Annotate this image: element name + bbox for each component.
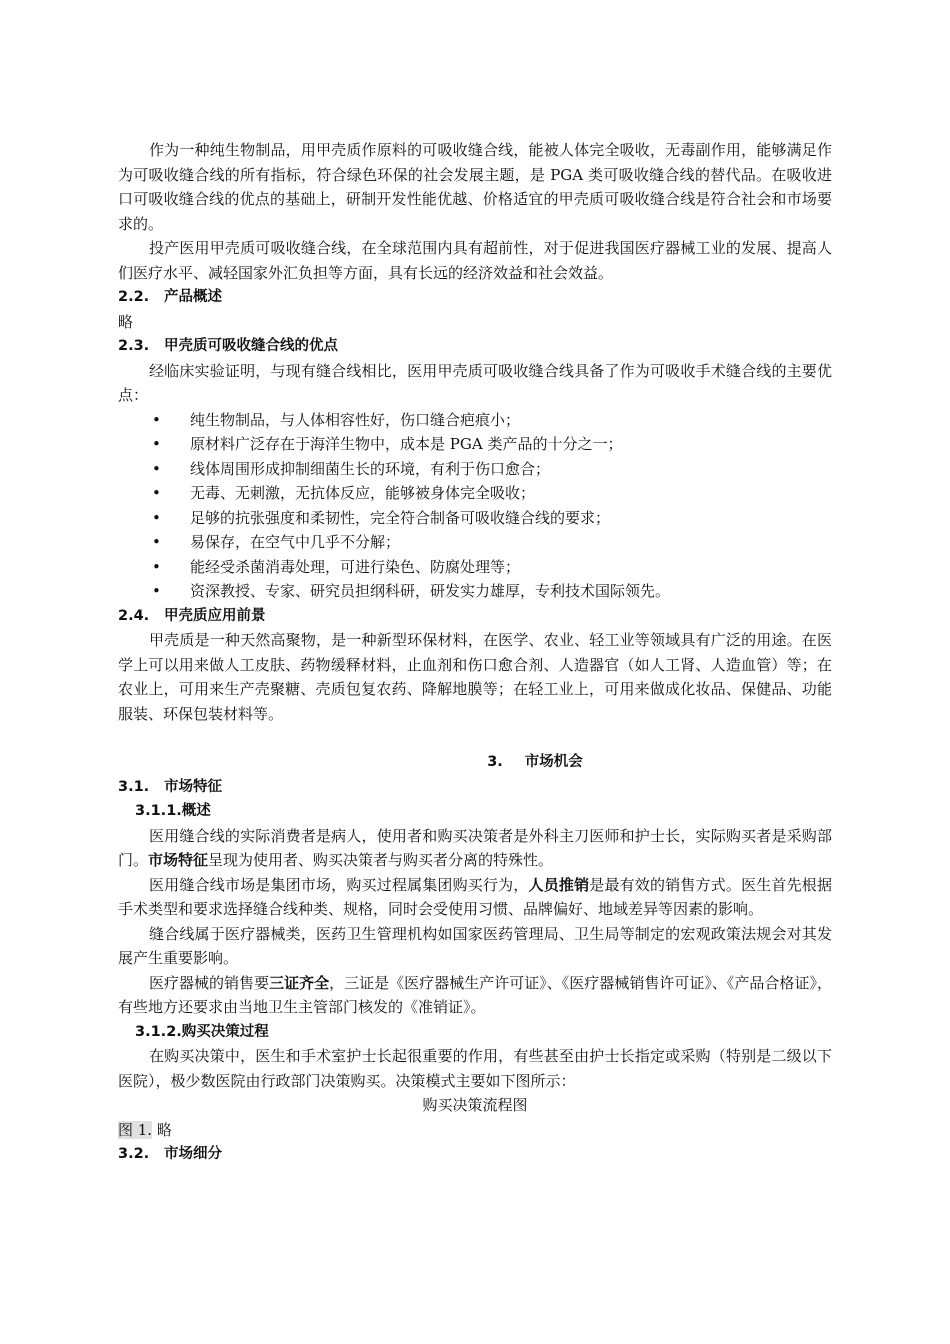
- heading-3: [118, 750, 832, 775]
- bullet-icon: •: [152, 533, 161, 551]
- heading-title: 甲壳质可吸收缝合线的优点: [164, 338, 338, 354]
- list-item: [118, 530, 832, 555]
- figure-label: 图 1.: [118, 1120, 153, 1139]
- intro-paragraph-2: 投产医用甲壳质可吸收缝合线，在全球范围内具有超前性，对于促进我国医疗器械工业的发展、提高人们医疗水平、减轻国家外汇负担等方面，具有长远的经济效益和社会效益。: [118, 239, 832, 282]
- heading-3-2: [118, 1142, 832, 1167]
- section-3-1-1-paragraph-3: 缝合线属于医疗器械类，医药卫生管理机构如国家医药管理局、卫生局等制定的宏观政策法规会对其发展产生重要影响。: [118, 924, 832, 967]
- intro-paragraph-1: 作为一种纯生物制品，用甲壳质作原料的可吸收缝合线，能被人体完全吸收，无毒副作用，能够满足作为可吸收缝合线的所有指标，符合绿色环保的社会发展主题，是 PGA 类可吸收缝合线的替代品。在吸收进口可吸收缝合线的优点的基础上，研制开发性能优越、价格适宜的甲壳质可吸收缝合线是符合社会和市场要求的。: [118, 141, 832, 233]
- list-item-text: 纯生物制品，与人体相容性好，伤口缝合疤痕小；: [190, 410, 521, 429]
- heading-number: 2.2.: [118, 289, 150, 305]
- list-item-text: 资深教授、专家、研究员担纲科研，研发实力雄厚，专利技术国际领先。: [190, 582, 671, 600]
- bullet-icon: •: [152, 582, 161, 600]
- section-3-1-1-paragraph-2: [118, 873, 832, 922]
- figure-body: 略: [152, 1120, 172, 1139]
- heading-title: 甲壳质应用前景: [164, 607, 266, 624]
- list-item-text: 足够的抗张强度和柔韧性，完全符合制备可吸收缝合线的要求；: [190, 508, 611, 527]
- text-run: 是最有效的销售方式。医生首先根据手术类型和要求选择缝合线种类、规格，同时会受使用习惯、品牌偏好、地域差异等因素的影响。: [118, 875, 832, 918]
- list-item-text: 易保存，在空气中几乎不分解；: [190, 533, 401, 551]
- list-item: [118, 408, 832, 433]
- bullet-icon: •: [152, 484, 161, 502]
- list-item-text: 无毒、无刺激，无抗体反应，能够被身体完全吸收；: [190, 484, 536, 502]
- heading-number: 2.4.: [118, 607, 150, 624]
- text-run: 医疗器械的销售要: [149, 973, 270, 992]
- bullet-icon: •: [152, 459, 161, 478]
- text-run: 医用缝合线的实际消费者是病人，使用者和购买决策者是外科主刀医师和护士长，实际购买者是采购部门。: [118, 826, 832, 869]
- bold-term: 市场特征: [148, 851, 209, 869]
- list-item: [118, 457, 832, 482]
- section-3-1-2-body: 在购买决策中，医生和手术室护士长起很重要的作用，有些甚至由护士长指定或采购（特别是二级以下医院），极少数医院由行政部门决策购买。决策模式主要如下图所示：: [118, 1047, 832, 1090]
- heading-2-4: [118, 604, 832, 629]
- bullet-icon: •: [152, 435, 161, 453]
- heading-3-1-1: 3.1.1.概述: [135, 803, 211, 819]
- heading-number: 3.: [487, 754, 503, 770]
- text-run: 呈现为使用者、购买决策者与购买者分离的特殊性。: [208, 851, 554, 869]
- document-page: [118, 138, 832, 1167]
- bold-term: 三证齐全: [269, 973, 330, 992]
- heading-number: 3.2.: [118, 1146, 150, 1162]
- advantages-list: [118, 408, 832, 604]
- heading-2-2: [118, 285, 832, 310]
- list-item-text: 线体周围形成抑制细菌生长的环境，有利于伤口愈合；: [190, 459, 551, 478]
- list-item: [118, 506, 832, 531]
- heading-title: 产品概述: [164, 289, 222, 305]
- list-item: [118, 432, 832, 457]
- heading-title: 市场机会: [524, 754, 583, 770]
- heading-2-3: [118, 334, 832, 359]
- text-run: ，三证是《医疗器械生产许可证》、《医疗器械销售许可证》、《产品合格证》，有些地方还要求由当地卫生主管部门核发的《准销证》。: [118, 973, 832, 1016]
- list-item-text: 能经受杀菌消毒处理，可进行染色、防腐处理等；: [190, 557, 521, 576]
- list-item: [118, 481, 832, 506]
- section-2-4-body: 甲壳质是一种天然高聚物，是一种新型环保材料，在医学、农业、轻工业等领域具有广泛的用途。在医学上可以用来做人工皮肤、药物缓释材料，止血剂和伤口愈合剂、人造器官（如人工肾、人造血管）等；在农业上，可用来生产壳聚糖、壳质包复农药、降解地膜等；在轻工业上，可用来做成化妆品、保健品、功能服装、环保包装材料等。: [118, 631, 832, 723]
- text-run: 医用缝合线市场是集团市场，购买过程属集团购买行为，: [149, 875, 529, 894]
- heading-number: 2.3.: [118, 338, 150, 354]
- heading-title: 市场特征: [164, 778, 222, 795]
- bullet-icon: •: [152, 508, 161, 527]
- bold-term: 人员推销: [528, 875, 590, 894]
- section-2-3-lead: 经临床实验证明，与现有缝合线相比，医用甲壳质可吸收缝合线具备了作为可吸收手术缝合线的主要优点：: [118, 361, 832, 404]
- bullet-icon: •: [152, 410, 161, 429]
- bullet-icon: •: [152, 557, 161, 576]
- heading-3-1-2: 3.1.2.购买决策过程: [135, 1023, 269, 1040]
- list-item-text: 原材料广泛存在于海洋生物中，成本是 PGA 类产品的十分之一；: [190, 435, 623, 453]
- heading-3-1: [118, 775, 832, 800]
- list-item: [118, 555, 832, 580]
- list-item: [118, 579, 832, 604]
- section-2-2-body: 略: [118, 312, 134, 331]
- heading-title: 市场细分: [164, 1146, 222, 1162]
- figure-placeholder: [118, 1118, 832, 1143]
- heading-number: 3.1.: [118, 778, 150, 795]
- figure-caption: 购买决策流程图: [422, 1096, 528, 1114]
- section-3-1-1-paragraph-4: [118, 971, 832, 1020]
- section-3-1-1-paragraph-1: [118, 824, 832, 873]
